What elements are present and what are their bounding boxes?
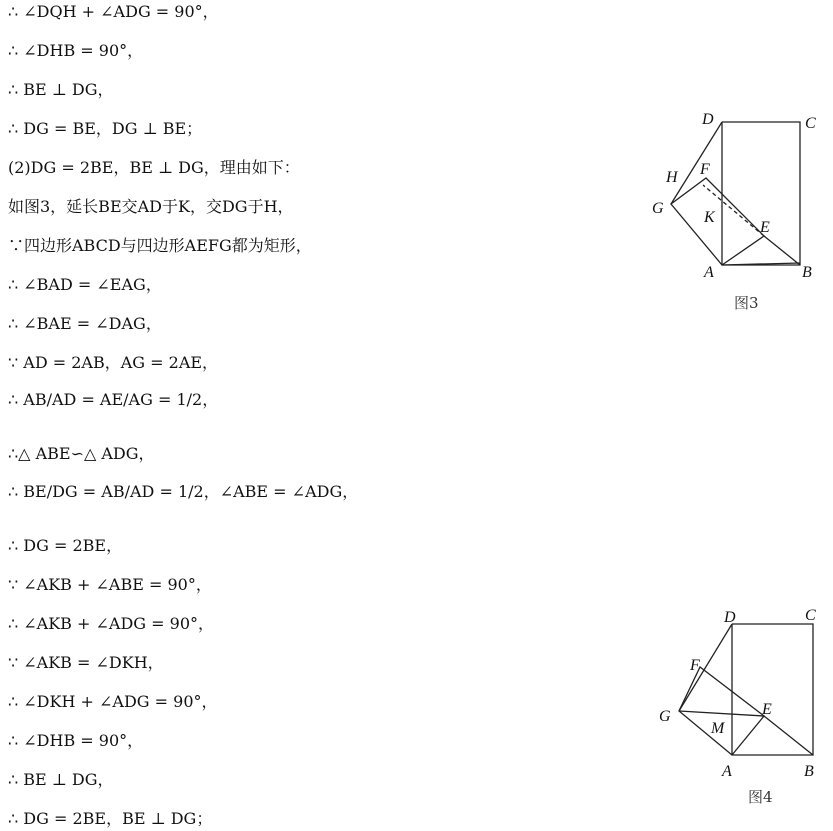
- label-a: A: [704, 264, 714, 281]
- label-c: C: [805, 607, 816, 624]
- label-d: D: [702, 111, 714, 128]
- label-e: E: [762, 701, 772, 718]
- label-d: D: [724, 609, 736, 626]
- rect-aefg: [671, 178, 764, 265]
- label-g: G: [659, 708, 671, 725]
- figure-4-caption: 图4: [748, 788, 773, 806]
- solution-line: ∴△ ABE∽△ ADG，: [8, 444, 155, 463]
- solution-line: ∴ DG = 2BE，BE ⊥ DG；: [8, 809, 213, 828]
- solution-line: ∴ DG = 2BE，: [8, 536, 123, 555]
- solution-line: ∴ BE ⊥ DG，: [8, 80, 114, 99]
- label-b: B: [804, 763, 814, 780]
- solution-line: ∴ AB/AD = AE/AG = 1/2，: [8, 390, 219, 409]
- solution-line: ∴ ∠BAE = ∠DAG，: [8, 314, 162, 333]
- label-b: B: [802, 264, 812, 281]
- solution-line: ∴ ∠DKH + ∠ADG = 90°，: [8, 692, 218, 711]
- solution-line: ∴ ∠DQH + ∠ADG = 90°，: [8, 2, 219, 21]
- segment-dg: [679, 624, 732, 711]
- label-a: A: [722, 763, 732, 780]
- label-c: C: [805, 115, 816, 132]
- solution-line: ∵ AD = 2AB，AG = 2AE，: [8, 353, 219, 372]
- rect-abcd: [732, 624, 813, 755]
- solution-line: ∵ ∠AKB + ∠ABE = 90°，: [8, 575, 212, 594]
- solution-line: ∴ ∠DHB = 90°，: [8, 731, 144, 750]
- label-f: F: [700, 161, 710, 178]
- rect-aefg: [679, 667, 764, 755]
- solution-line: 如图3，延长BE交AD于K，交DG于H，: [8, 197, 294, 216]
- label-f: F: [690, 657, 700, 674]
- solution-line: ∴ ∠DHB = 90°，: [8, 41, 144, 60]
- label-g: G: [652, 200, 664, 217]
- label-h: H: [666, 169, 678, 186]
- label-k: K: [704, 209, 715, 226]
- segment-ae-to-b: [764, 236, 800, 265]
- solution-line: ∵四边形ABCD与四边形AEFG都为矩形，: [8, 236, 312, 255]
- segment-ge: [679, 711, 764, 716]
- segment-be: [764, 716, 813, 755]
- figure-3-diagram: [640, 100, 830, 290]
- label-e: E: [760, 219, 770, 236]
- solution-line: ∴ DG = BE，DG ⊥ BE；: [8, 119, 203, 138]
- segment-dg: [671, 122, 722, 204]
- solution-line: ∵ ∠AKB = ∠DKH，: [8, 653, 164, 672]
- figure-4-diagram: [640, 600, 833, 785]
- solution-line: ∴ BE/DG = AB/AD = 1/2，∠ABE = ∠ADG，: [8, 482, 359, 501]
- solution-line: ∴ BE ⊥ DG，: [8, 770, 114, 789]
- figure-3-caption: 图3: [734, 294, 759, 312]
- label-m: M: [711, 720, 725, 737]
- solution-line: (2)DG = 2BE，BE ⊥ DG，理由如下：: [8, 158, 300, 177]
- solution-line: ∴ ∠AKB + ∠ADG = 90°，: [8, 614, 215, 633]
- solution-line: ∴ ∠BAD = ∠EAG，: [8, 275, 162, 294]
- rect-abcd: [722, 122, 800, 265]
